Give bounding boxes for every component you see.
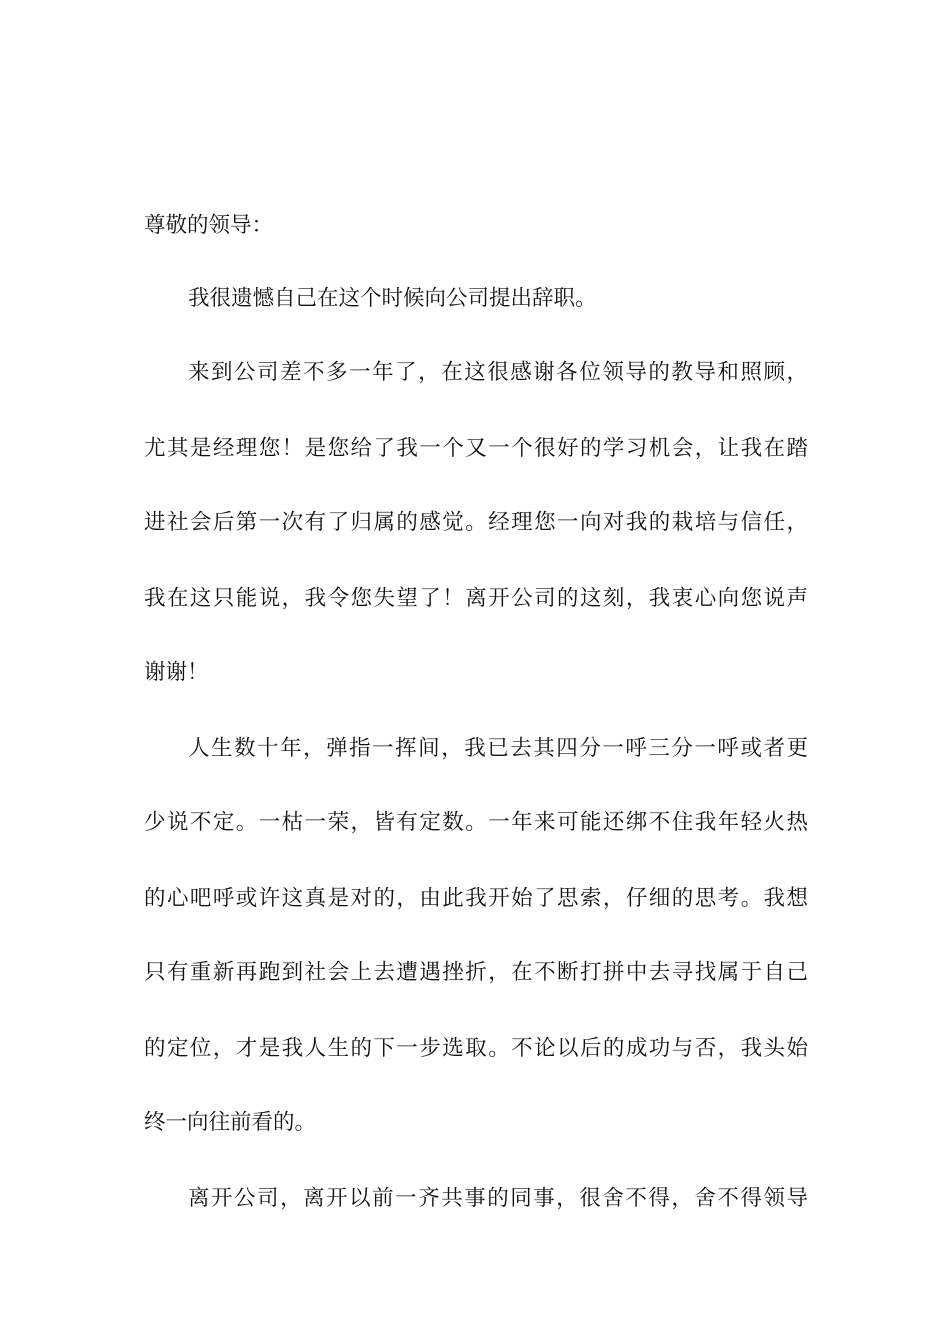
paragraph-line: 我在这只能说，我令您失望了！离开公司的这刻，我衷心向您说声 xyxy=(144,586,808,611)
paragraph-line: 离开公司，离开以前一齐共事的同事，很舍不得，舍不得领导 xyxy=(188,1186,808,1211)
paragraph-line: 的定位，才是我人生的下一步选取。不论以后的成功与否，我头始 xyxy=(144,1036,808,1061)
paragraph-line: 谢谢！ xyxy=(144,660,209,685)
paragraph-line: 我很遗憾自己在这个时候向公司提出辞职。 xyxy=(188,286,597,311)
paragraph-line: 尤其是经理您！是您给了我一个又一个很好的学习机会，让我在踏 xyxy=(144,436,808,461)
paragraph-line: 来到公司差不多一年了，在这很感谢各位领导的教导和照顾， xyxy=(188,360,808,385)
paragraph-line: 的心吧呼或许这真是对的，由此我开始了思索，仔细的思考。我想 xyxy=(144,886,808,911)
paragraph-line: 少说不定。一枯一荣，皆有定数。一年来可能还绑不住我年轻火热 xyxy=(144,810,808,835)
paragraph-line: 终一向往前看的。 xyxy=(144,1110,317,1135)
paragraph-line: 只有重新再跑到社会上去遭遇挫折，在不断打拼中去寻找属于自己 xyxy=(144,960,808,985)
paragraph-line: 进社会后第一次有了归属的感觉。经理您一向对我的栽培与信任， xyxy=(144,510,808,535)
salutation: 尊敬的领导： xyxy=(144,213,274,238)
paragraph-line: 人生数十年，弹指一挥间，我已去其四分一呼三分一呼或者更 xyxy=(188,736,808,761)
